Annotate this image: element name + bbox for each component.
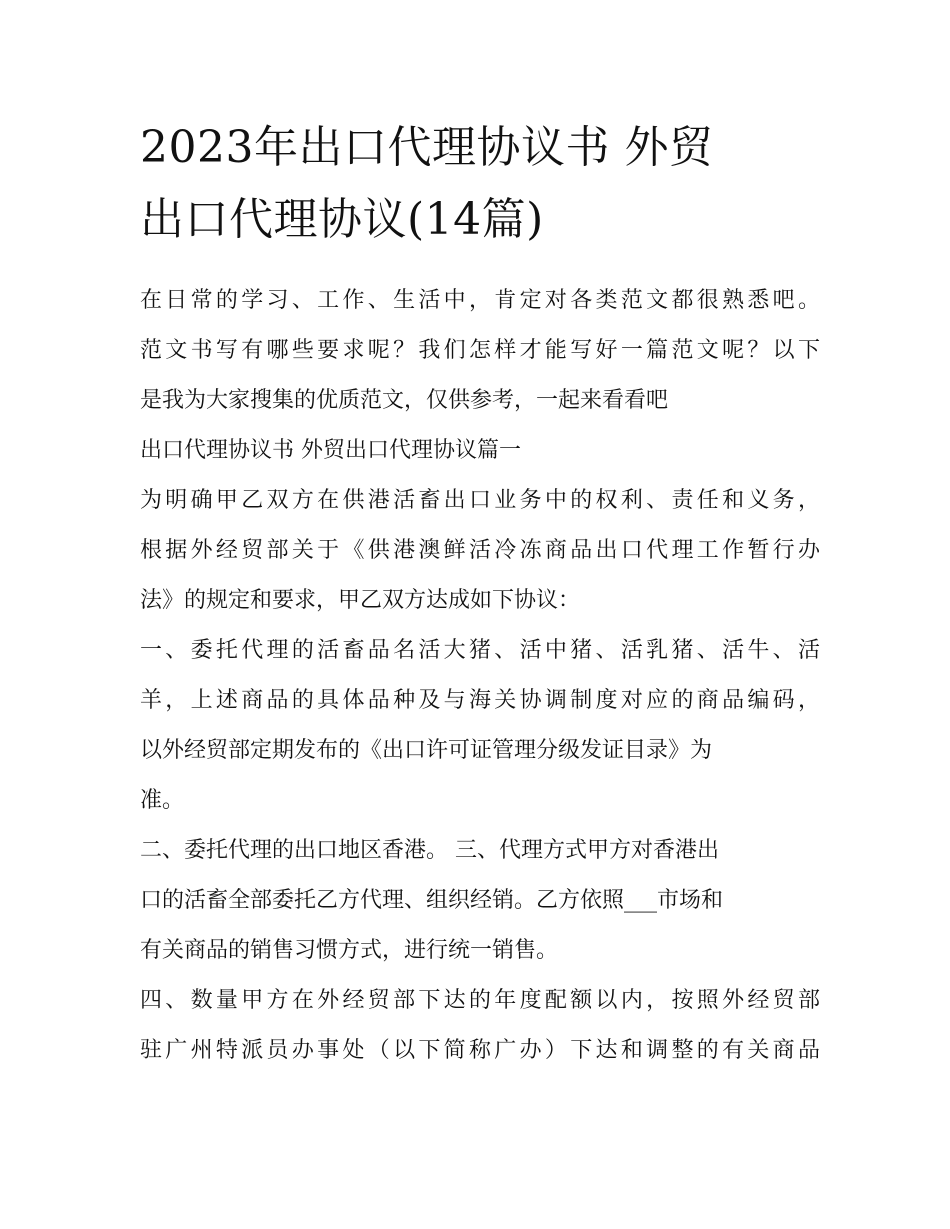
document-title: [140, 112, 830, 256]
body-line: 二、委托代理的出口地区香港。 三、代理方式甲方对香港出: [140, 838, 719, 863]
section-heading: 出口代理协议书 外贸出口代理协议篇一: [140, 438, 521, 463]
document-body: [140, 276, 820, 1076]
body-line: 在日常的学习、工作、生活中，肯定对各类范文都很熟悉吧。: [140, 288, 820, 313]
body-line: 驻广州特派员办事处（以下简称广办）下达和调整的有关商品: [140, 1038, 820, 1063]
body-line: 一、委托代理的活畜品名活大猪、活中猪、活乳猪、活牛、活: [140, 638, 820, 663]
body-line: 根据外经贸部关于《供港澳鲜活冷冻商品出口代理工作暂行办: [140, 538, 820, 563]
body-line: 有关商品的销售习惯方式，进行统一销售。: [140, 938, 559, 963]
body-line: 法》的规定和要求，甲乙双方达成如下协议：: [140, 588, 581, 613]
title-line-1: 2023年出口代理协议书 外贸: [140, 122, 714, 173]
title-line-2: 出口代理协议(14篇): [140, 194, 544, 245]
body-line: 范文书写有哪些要求呢？我们怎样才能写好一篇范文呢？以下: [140, 338, 820, 363]
body-line: 准。: [140, 788, 185, 813]
body-line: 羊，上述商品的具体品种及与海关协调制度对应的商品编码，: [140, 688, 820, 713]
body-line: 以外经贸部定期发布的《出口许可证管理分级发证目录》为: [140, 738, 713, 763]
body-line: 四、数量甲方在外经贸部下达的年度配额以内，按照外经贸部: [140, 988, 820, 1013]
body-line: 为明确甲乙双方在供港活畜出口业务中的权利、责任和义务，: [140, 488, 820, 513]
body-line: 口的活畜全部委托乙方代理、组织经销。乙方依照___市场和: [140, 888, 724, 913]
body-line: 是我为大家搜集的优质范文，仅供参考，一起来看看吧: [140, 388, 669, 413]
